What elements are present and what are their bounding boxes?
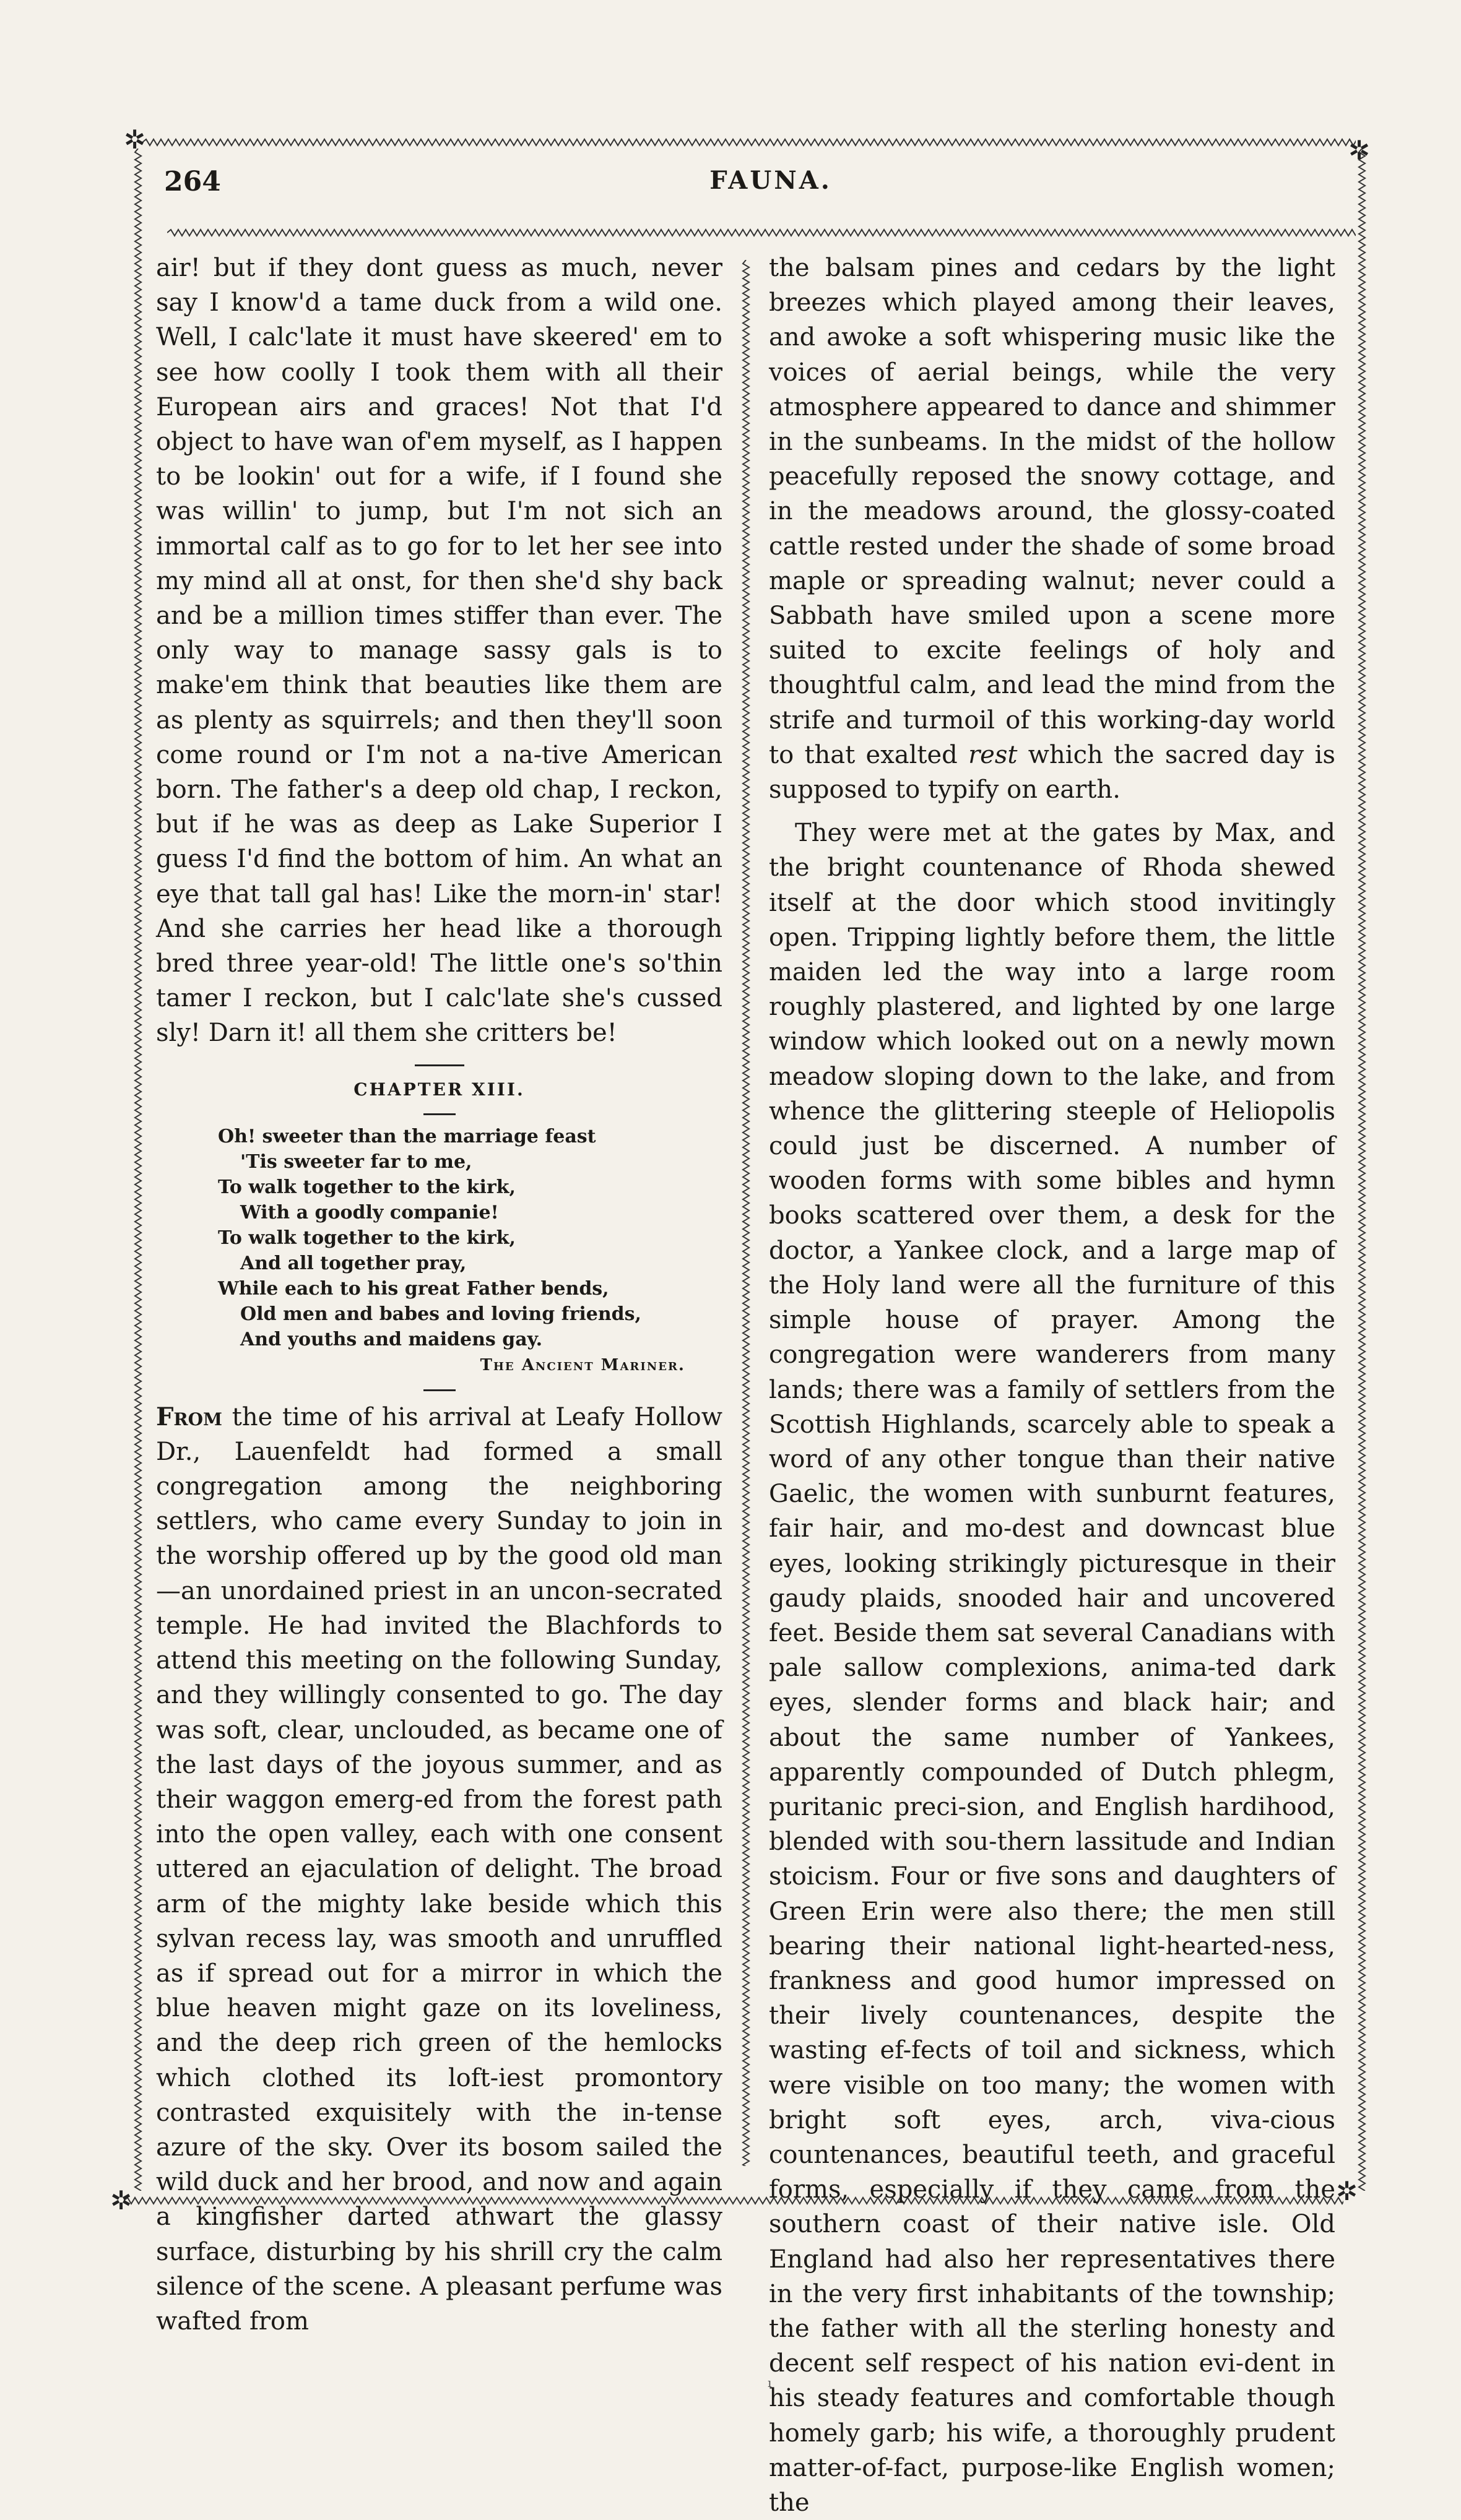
right-paragraph-1: [769, 251, 1335, 807]
poem-attribution: The Ancient Mariner.: [480, 1355, 685, 1374]
drop-lead-word: From: [156, 1402, 223, 1431]
right-paragraph-1-tail: which the sacred day is supposed to typify on earth.: [769, 740, 1336, 805]
poem-line: And youths and maidens gay.: [240, 1328, 543, 1350]
section-rule: [415, 1064, 464, 1066]
right-border: [1357, 149, 1367, 2191]
chapter-heading: CHAPTER XIII.: [353, 1079, 525, 1100]
poem-line: While each to his great Father bends,: [218, 1277, 609, 1300]
right-paragraph-1-text: the balsam pines and cedars by the light breezes which played among their leaves, and awoke a soft whispering music like the voices of aerial beings, while the very atmosphere appeared to dance and shimmer in the sunbeams. In the midst of the hollow peacefully reposed the snowy cottage, and in the meadows around, the glossy-coated cattle rested under the shade of some broad maple or spreading walnut; never could a Sabbath have smiled upon a scene more suited to excite feelings of holy and thoughtful calm, and lead the mind from the strife and turmoil of this working-day world to that exalted: [769, 254, 1335, 769]
corner-ornament-top-left: ✲: [124, 124, 146, 155]
page-number: 264: [164, 166, 221, 197]
top-border-upper: [142, 137, 1356, 147]
running-title: FAUNA.: [709, 166, 832, 195]
top-border-lower: [167, 228, 1356, 238]
corner-ornament-bottom-right: ✲: [1336, 2176, 1358, 2206]
page-header: [164, 166, 1377, 209]
stray-print-mark: ı: [768, 2375, 772, 2390]
chapter-rule: [423, 1113, 456, 1115]
poem-line: 'Tis sweeter far to me,: [240, 1150, 472, 1173]
left-paragraph-1: air! but if they dont guess as much, never say I know'd a tame duck from a wild one. Well, I calc'late it must have skeered' em to see how coolly I took them with all their European airs and graces! Not that I'd object to have wan of'em myself, as I happen to be lookin' out for a wife, if I found she was willin' to jump, but I'm not sich an immortal calf as to go for to let her see into my mind all at onst, for then she'd shy back and be a million times stiffer than ever. The only way to manage sassy gals is to make'em think that beauties like them are as plenty as squirrels; and then they'll soon come round or I'm not a na-tive American born. The father's a deep old chap, I reckon, but if he was as deep as Lake Superior I guess I'd find the bottom of him. An what an eye that tall gal has! Like the morn-in' star! And she carries her head like a thorough bred three year-old! The little one's so'thin tamer I reckon, but I calc'late she's cussed sly! Darn it! all them she critters be!: [156, 254, 722, 1048]
column-divider: [741, 260, 751, 2166]
poem-line: With a goodly companie!: [240, 1201, 499, 1223]
poem-line: And all together pray,: [240, 1252, 467, 1274]
corner-ornament-bottom-left: ✲: [110, 2185, 132, 2216]
poem-line: Oh! sweeter than the marriage feast: [218, 1125, 596, 1147]
italic-word: rest: [968, 740, 1018, 769]
right-column: [769, 251, 1335, 2520]
poem-line: To walk together to the kirk,: [218, 1176, 516, 1198]
left-paragraph-2-text: the time of his arrival at Leafy Hollow Dr., Lauenfeldt had formed a small congregation among the neighboring settlers, who came every Sunday to join in the worship offered up by the good old man—an unordained priest in an uncon-secrated temple. He had invited the Blachfords to attend this meeting on the following Sunday, and they willingly consented to go. The day was soft, clear, unclouded, as became one of the last days of the joyous summer, and as their waggon emerg-ed from the forest path into the open valley, each with one consent uttered an ejaculation of delight. The broad arm of the mighty lake beside which this sylvan recess lay, was smooth and unruffled as if spread out for a mirror in which the blue heaven might gaze on its loveliness, and the deep rich green of the hemlocks which clothed its loft-iest promontory contrasted exquisitely with the in-tense azure of the sky. Over its bosom sailed the wild duck and her brood, and now and again a kingfisher darted athwart the glassy surface, disturbing by his shrill cry the calm silence of the scene. A pleasant perfume was wafted from: [156, 1402, 722, 2336]
left-border: [133, 149, 143, 2191]
epigraph-poem: [156, 1124, 722, 1352]
poem-line: Old men and babes and loving friends,: [240, 1303, 641, 1325]
left-paragraph-2: [156, 1400, 722, 2339]
poem-line: To walk together to the kirk,: [218, 1227, 516, 1249]
epigraph-rule: [423, 1389, 456, 1391]
corner-ornament-top-right: ✲: [1348, 135, 1371, 165]
left-column: [156, 251, 722, 2339]
right-paragraph-2: They were met at the gates by Max, and the bright countenance of Rhoda shewed itself at the door which stood invitingly open. Tripping lightly before them, the little maiden led the way into a large room roughly plastered, and lighted by one large window which looked out on a newly mown meadow sloping down to the lake, and from whence the glittering steeple of Heliopolis could just be discerned. A number of wooden forms with some bibles and hymn books scattered over them, a desk for the doctor, a Yankee clock, and a large map of the Holy land were all the furniture of this simple house of prayer. Among the congregation were wanderers from many lands; there was a family of settlers from the Scottish Highlands, scarcely able to speak a word of any other tongue than their native Gaelic, the women with sunburnt features, fair hair, and mo-dest and downcast blue eyes, looking strikingly picturesque in their gaudy plaids, snooded hair and uncovered feet. Beside them sat several Canadians with pale sallow complexions, anima-ted dark eyes, slender forms and black hair; and about the same number of Yankees, apparently compounded of Dutch phlegm, puritanic preci-sion, and English hardihood, blended with sou-thern lassitude and Indian stoicism. Four or five sons and daughters of Green Erin were also there; the men still bearing their national light-hearted-ness, frankness and good humor impressed on their lively countenances, despite the wasting ef-fects of toil and sickness, which were visible on too many; the women with bright soft eyes, arch, viva-cious countenances, beautiful teeth, and graceful forms, especially if they came from the southern coast of their native isle. Old England had also her representatives there in the very first inhabitants of the township; the father with all the sterling honesty and decent self respect of his nation evi-dent in his steady features and comfortable though homely garb; his wife, a thoroughly prudent matter-of-fact, purpose-like English women; the: [769, 819, 1335, 2517]
